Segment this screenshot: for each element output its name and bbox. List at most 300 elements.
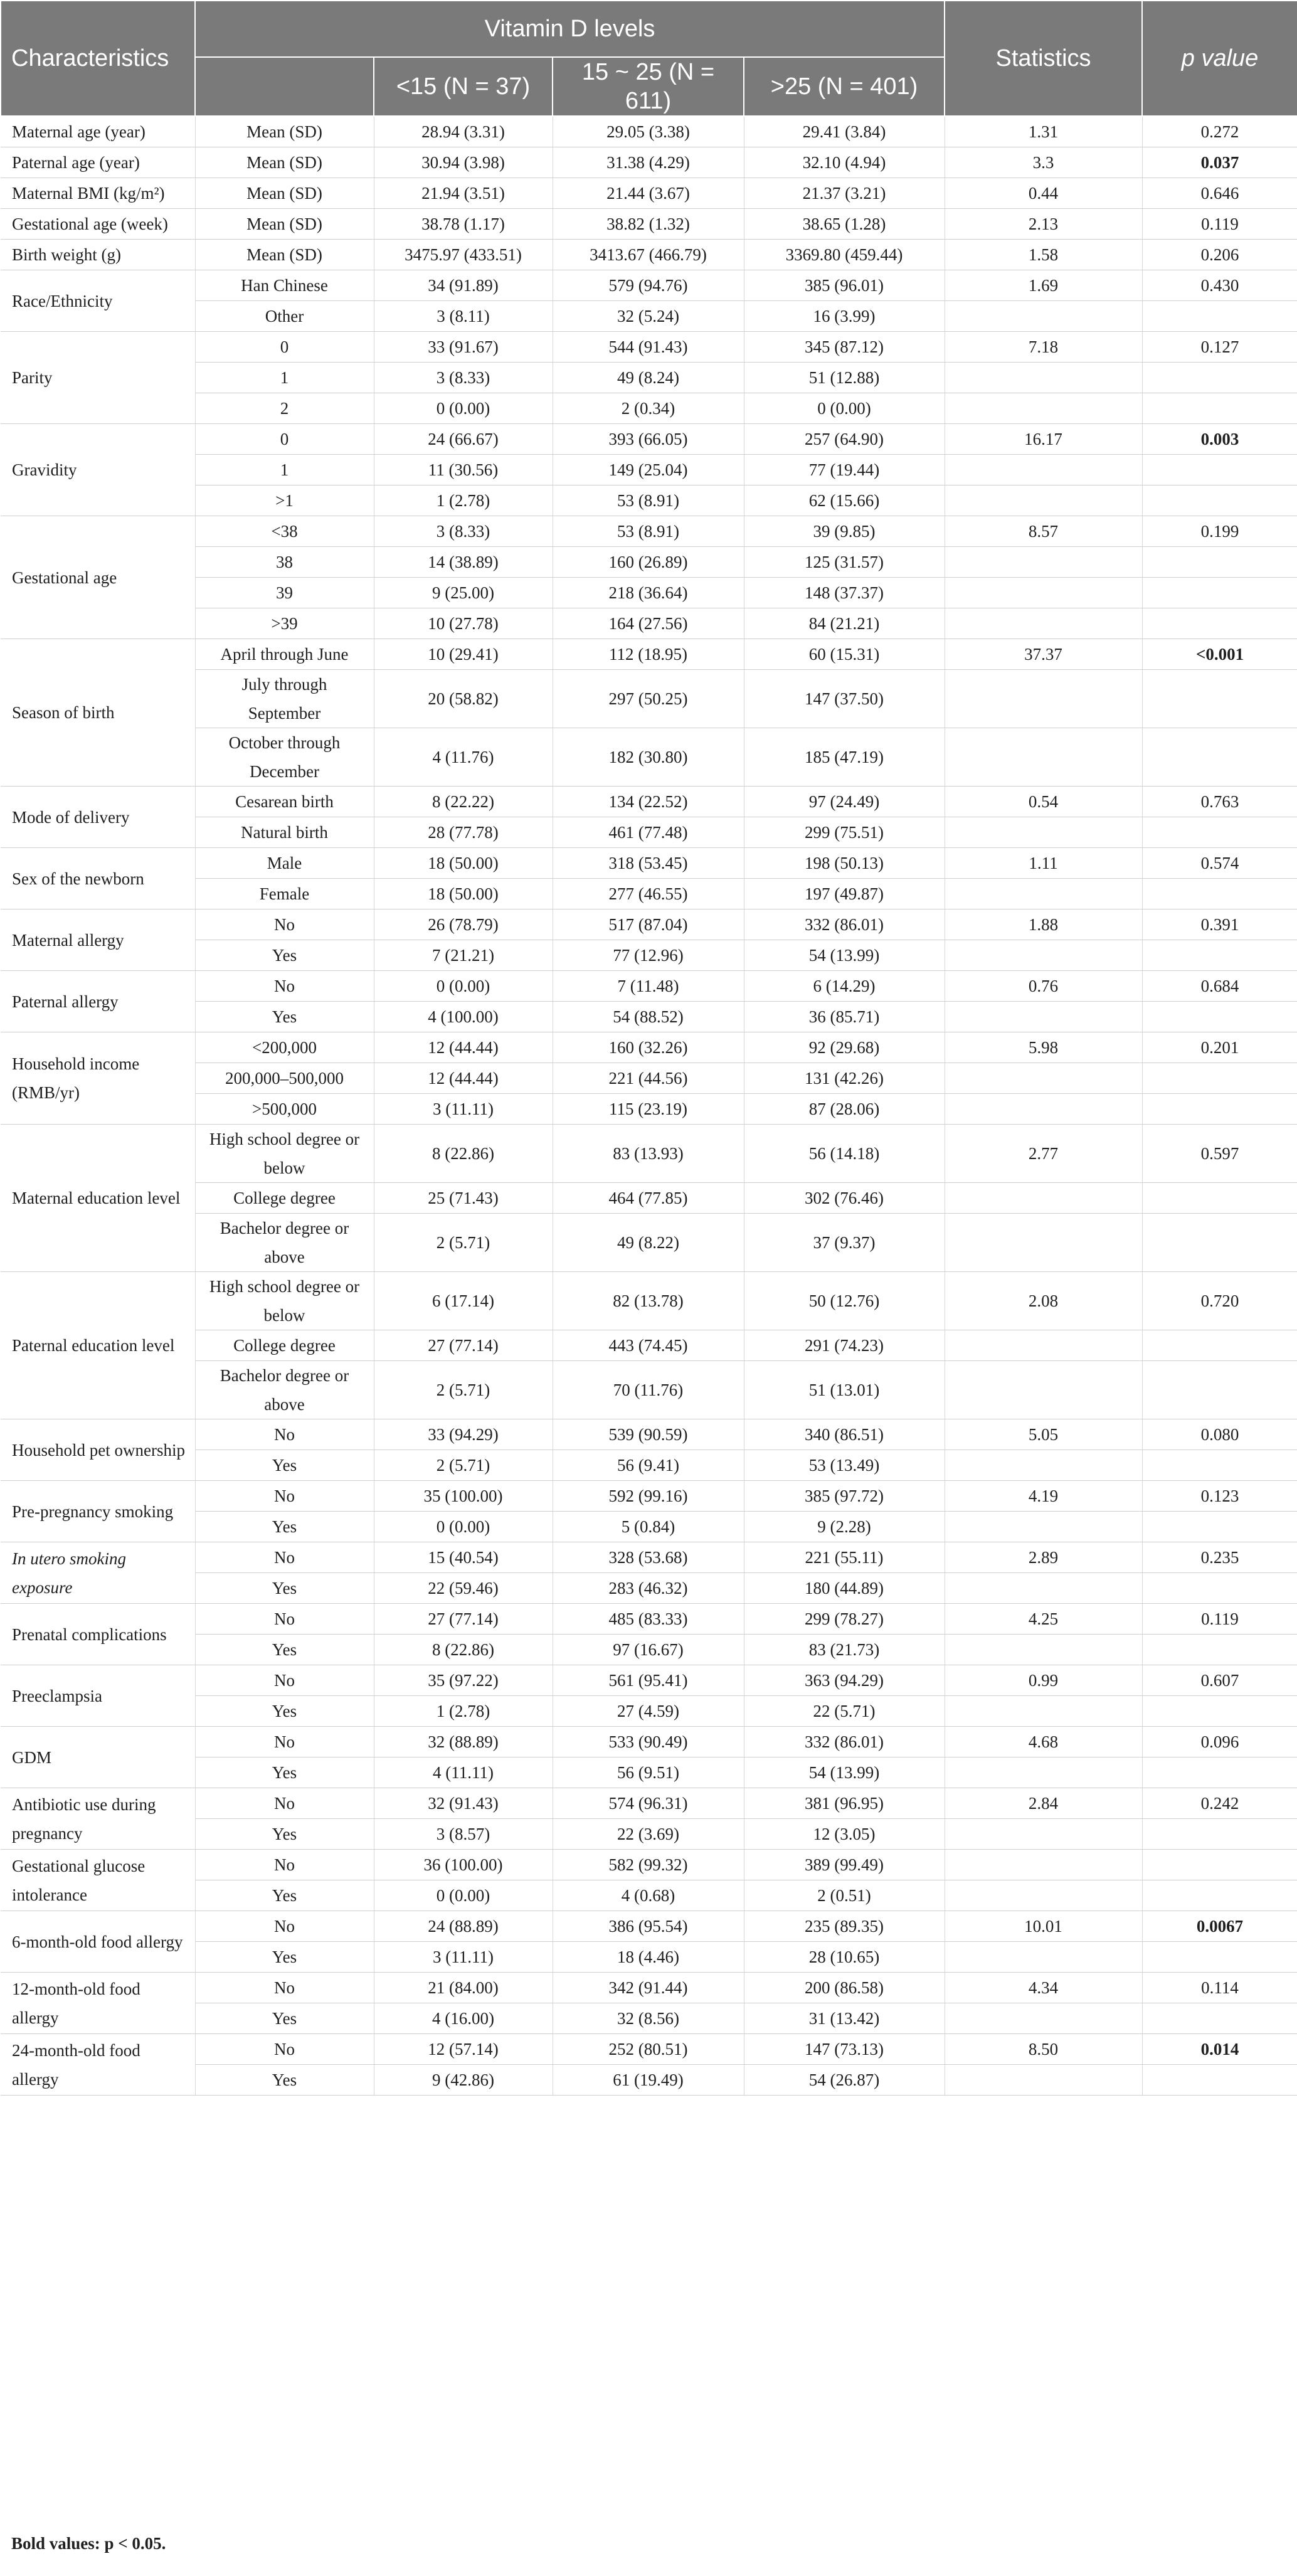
- p-value-cell: [1142, 301, 1297, 332]
- header-group-low: <15 (N = 37): [374, 57, 553, 116]
- value-cell: 38.78 (1.17): [374, 209, 553, 240]
- statistics-cell: 1.31: [945, 116, 1142, 147]
- p-value-cell: 0.272: [1142, 116, 1297, 147]
- row-subcategory: No: [195, 1788, 374, 1819]
- statistics-cell: 8.57: [945, 516, 1142, 547]
- value-cell: 32 (88.89): [374, 1727, 553, 1757]
- header-statistics: Statistics: [945, 1, 1142, 116]
- value-cell: 592 (99.16): [553, 1481, 744, 1512]
- row-subcategory: <200,000: [195, 1032, 374, 1063]
- value-cell: 8 (22.86): [374, 1125, 553, 1183]
- statistics-cell: [945, 1757, 1142, 1788]
- table-row: [1, 516, 1297, 547]
- row-subcategory: Yes: [195, 2003, 374, 2034]
- row-label: Maternal BMI (kg/m²): [1, 178, 195, 209]
- value-cell: 1 (2.78): [374, 1696, 553, 1727]
- statistics-cell: [945, 455, 1142, 485]
- row-subcategory: 38: [195, 547, 374, 578]
- statistics-cell: 8.50: [945, 2034, 1142, 2065]
- value-cell: 27 (77.14): [374, 1604, 553, 1635]
- p-value-cell: [1142, 1880, 1297, 1911]
- statistics-cell: [945, 547, 1142, 578]
- statistics-cell: [945, 393, 1142, 424]
- value-cell: 235 (89.35): [744, 1911, 945, 1942]
- statistics-cell: 4.34: [945, 1973, 1142, 2003]
- statistics-cell: [945, 879, 1142, 909]
- row-subcategory: Mean (SD): [195, 209, 374, 240]
- value-cell: 56 (9.41): [553, 1450, 744, 1481]
- value-cell: 34 (91.89): [374, 270, 553, 301]
- p-value-cell: 0.763: [1142, 787, 1297, 817]
- statistics-cell: 37.37: [945, 639, 1142, 670]
- row-subcategory: Mean (SD): [195, 178, 374, 209]
- row-subcategory: Male: [195, 848, 374, 879]
- row-subcategory: High school degree or below: [195, 1125, 374, 1183]
- value-cell: 16 (3.99): [744, 301, 945, 332]
- table-row: [1, 1002, 1297, 1032]
- value-cell: 125 (31.57): [744, 547, 945, 578]
- table-row: [1, 1214, 1297, 1272]
- p-value-cell: 0.684: [1142, 971, 1297, 1002]
- row-label: In utero smoking exposure: [1, 1542, 195, 1604]
- table-row: [1, 209, 1297, 240]
- value-cell: 131 (42.26): [744, 1063, 945, 1094]
- p-value-cell: 0.096: [1142, 1727, 1297, 1757]
- row-label: Preeclampsia: [1, 1665, 195, 1727]
- p-value-cell: [1142, 1214, 1297, 1272]
- value-cell: 38.82 (1.32): [553, 209, 744, 240]
- table-row: [1, 424, 1297, 455]
- table-row: [1, 1727, 1297, 1757]
- p-value-cell: 0.119: [1142, 209, 1297, 240]
- value-cell: 277 (46.55): [553, 879, 744, 909]
- p-value-cell: [1142, 1942, 1297, 1973]
- table-row: [1, 178, 1297, 209]
- row-label: Maternal age (year): [1, 116, 195, 147]
- value-cell: 9 (42.86): [374, 2065, 553, 2096]
- row-label: Paternal allergy: [1, 971, 195, 1032]
- table-body: [1, 116, 1297, 2096]
- row-subcategory: No: [195, 1973, 374, 2003]
- value-cell: 539 (90.59): [553, 1419, 744, 1450]
- table-row: [1, 971, 1297, 1002]
- value-cell: 328 (53.68): [553, 1542, 744, 1573]
- value-cell: 29.05 (3.38): [553, 116, 744, 147]
- value-cell: 49 (8.22): [553, 1214, 744, 1272]
- value-cell: 18 (4.46): [553, 1942, 744, 1973]
- value-cell: 56 (14.18): [744, 1125, 945, 1183]
- p-value-cell: 0.430: [1142, 270, 1297, 301]
- table-row: [1, 1272, 1297, 1330]
- value-cell: 15 (40.54): [374, 1542, 553, 1573]
- row-label: 6-month-old food allergy: [1, 1911, 195, 1973]
- value-cell: 544 (91.43): [553, 332, 744, 363]
- row-label: Gestational age (week): [1, 209, 195, 240]
- row-label: GDM: [1, 1727, 195, 1788]
- value-cell: 21 (84.00): [374, 1973, 553, 2003]
- value-cell: 83 (21.73): [744, 1635, 945, 1665]
- row-label: Household pet ownership: [1, 1419, 195, 1481]
- p-value-cell: 0.607: [1142, 1665, 1297, 1696]
- row-subcategory: 39: [195, 578, 374, 608]
- statistics-cell: [945, 670, 1142, 728]
- statistics-cell: 3.3: [945, 147, 1142, 178]
- value-cell: 27 (77.14): [374, 1330, 553, 1361]
- row-subcategory: No: [195, 1727, 374, 1757]
- value-cell: 389 (99.49): [744, 1850, 945, 1880]
- p-value-cell: 0.080: [1142, 1419, 1297, 1450]
- row-subcategory: 0: [195, 332, 374, 363]
- row-label: Mode of delivery: [1, 787, 195, 848]
- row-subcategory: No: [195, 909, 374, 940]
- value-cell: 574 (96.31): [553, 1788, 744, 1819]
- table-row: [1, 1032, 1297, 1063]
- row-subcategory: Yes: [195, 940, 374, 971]
- value-cell: 54 (26.87): [744, 2065, 945, 2096]
- row-subcategory: July through September: [195, 670, 374, 728]
- row-subcategory: Yes: [195, 1819, 374, 1850]
- table-row: [1, 1125, 1297, 1183]
- value-cell: 340 (86.51): [744, 1419, 945, 1450]
- value-cell: 3 (11.11): [374, 1094, 553, 1125]
- value-cell: 197 (49.87): [744, 879, 945, 909]
- statistics-cell: [945, 2065, 1142, 2096]
- value-cell: 182 (30.80): [553, 728, 744, 787]
- p-value-cell: [1142, 1330, 1297, 1361]
- statistics-cell: 1.88: [945, 909, 1142, 940]
- row-label: Paternal education level: [1, 1272, 195, 1419]
- value-cell: 56 (9.51): [553, 1757, 744, 1788]
- header-spacer: [195, 57, 374, 116]
- row-label: Race/Ethnicity: [1, 270, 195, 332]
- row-subcategory: >39: [195, 608, 374, 639]
- value-cell: 4 (11.76): [374, 728, 553, 787]
- table-row: [1, 2065, 1297, 2096]
- p-value-cell: 0.114: [1142, 1973, 1297, 2003]
- statistics-cell: 0.99: [945, 1665, 1142, 1696]
- statistics-cell: [945, 817, 1142, 848]
- statistics-cell: 4.19: [945, 1481, 1142, 1512]
- statistics-cell: 2.08: [945, 1272, 1142, 1330]
- value-cell: 485 (83.33): [553, 1604, 744, 1635]
- p-value-cell: [1142, 1696, 1297, 1727]
- value-cell: 54 (13.99): [744, 1757, 945, 1788]
- value-cell: 160 (26.89): [553, 547, 744, 578]
- table-row: [1, 1880, 1297, 1911]
- statistics-cell: [945, 1330, 1142, 1361]
- value-cell: 386 (95.54): [553, 1911, 744, 1942]
- p-value-cell: 0.720: [1142, 1272, 1297, 1330]
- value-cell: 198 (50.13): [744, 848, 945, 879]
- statistics-cell: 5.98: [945, 1032, 1142, 1063]
- row-label: Antibiotic use during pregnancy: [1, 1788, 195, 1850]
- value-cell: 283 (46.32): [553, 1573, 744, 1604]
- value-cell: 97 (24.49): [744, 787, 945, 817]
- p-value-cell: 0.014: [1142, 2034, 1297, 2065]
- value-cell: 83 (13.93): [553, 1125, 744, 1183]
- table-row: [1, 393, 1297, 424]
- table-row: [1, 817, 1297, 848]
- table-row: [1, 1665, 1297, 1696]
- value-cell: 200 (86.58): [744, 1973, 945, 2003]
- table-row: [1, 363, 1297, 393]
- p-value-cell: 0.235: [1142, 1542, 1297, 1573]
- row-subcategory: Yes: [195, 1757, 374, 1788]
- table-row: [1, 1757, 1297, 1788]
- value-cell: 561 (95.41): [553, 1665, 744, 1696]
- row-label: 24-month-old food allergy: [1, 2034, 195, 2096]
- value-cell: 3413.67 (466.79): [553, 240, 744, 270]
- value-cell: 9 (2.28): [744, 1512, 945, 1542]
- statistics-cell: 2.89: [945, 1542, 1142, 1573]
- value-cell: 35 (100.00): [374, 1481, 553, 1512]
- row-subcategory: October through December: [195, 728, 374, 787]
- row-subcategory: Yes: [195, 1450, 374, 1481]
- value-cell: 27 (4.59): [553, 1696, 744, 1727]
- table-row: [1, 1512, 1297, 1542]
- statistics-cell: 4.68: [945, 1727, 1142, 1757]
- row-subcategory: No: [195, 1911, 374, 1942]
- value-cell: 3 (8.33): [374, 516, 553, 547]
- table-row: [1, 1696, 1297, 1727]
- table-row: [1, 1183, 1297, 1214]
- statistics-cell: [945, 940, 1142, 971]
- value-cell: 32 (8.56): [553, 2003, 744, 2034]
- table-row: [1, 1063, 1297, 1094]
- value-cell: 37 (9.37): [744, 1214, 945, 1272]
- statistics-cell: [945, 1635, 1142, 1665]
- table-row: [1, 485, 1297, 516]
- p-value-cell: [1142, 879, 1297, 909]
- value-cell: 2 (0.34): [553, 393, 744, 424]
- table-row: [1, 2034, 1297, 2065]
- p-value-cell: [1142, 1850, 1297, 1880]
- value-cell: 33 (91.67): [374, 332, 553, 363]
- value-cell: 393 (66.05): [553, 424, 744, 455]
- table-row: [1, 1973, 1297, 2003]
- statistics-cell: 2.84: [945, 1788, 1142, 1819]
- table-row: [1, 1361, 1297, 1419]
- value-cell: 147 (37.50): [744, 670, 945, 728]
- value-cell: 464 (77.85): [553, 1183, 744, 1214]
- value-cell: 115 (23.19): [553, 1094, 744, 1125]
- value-cell: 4 (11.11): [374, 1757, 553, 1788]
- row-subcategory: Mean (SD): [195, 116, 374, 147]
- row-subcategory: Bachelor degree or above: [195, 1361, 374, 1419]
- statistics-cell: 7.18: [945, 332, 1142, 363]
- value-cell: 10 (29.41): [374, 639, 553, 670]
- row-subcategory: <38: [195, 516, 374, 547]
- table-row: [1, 728, 1297, 787]
- value-cell: 24 (66.67): [374, 424, 553, 455]
- statistics-cell: 0.54: [945, 787, 1142, 817]
- row-label: Birth weight (g): [1, 240, 195, 270]
- row-subcategory: No: [195, 2034, 374, 2065]
- p-value-cell: [1142, 547, 1297, 578]
- value-cell: 299 (78.27): [744, 1604, 945, 1635]
- p-value-cell: 0.0067: [1142, 1911, 1297, 1942]
- table-row: [1, 547, 1297, 578]
- p-value-cell: [1142, 1361, 1297, 1419]
- row-label: Prenatal complications: [1, 1604, 195, 1665]
- table-row: [1, 116, 1297, 147]
- p-value-cell: [1142, 1002, 1297, 1032]
- p-value-cell: 0.123: [1142, 1481, 1297, 1512]
- value-cell: 35 (97.22): [374, 1665, 553, 1696]
- table-row: [1, 1330, 1297, 1361]
- value-cell: 31 (13.42): [744, 2003, 945, 2034]
- row-subcategory: 2: [195, 393, 374, 424]
- table-row: [1, 301, 1297, 332]
- p-value-cell: 0.201: [1142, 1032, 1297, 1063]
- value-cell: 29.41 (3.84): [744, 116, 945, 147]
- p-value-cell: 0.127: [1142, 332, 1297, 363]
- value-cell: 87 (28.06): [744, 1094, 945, 1125]
- table-row: [1, 1573, 1297, 1604]
- table-row: [1, 1604, 1297, 1635]
- table-row: [1, 1911, 1297, 1942]
- value-cell: 3475.97 (433.51): [374, 240, 553, 270]
- row-subcategory: Yes: [195, 1696, 374, 1727]
- value-cell: 302 (76.46): [744, 1183, 945, 1214]
- value-cell: 148 (37.37): [744, 578, 945, 608]
- table-row: [1, 1094, 1297, 1125]
- row-subcategory: No: [195, 1850, 374, 1880]
- p-value-cell: [1142, 1819, 1297, 1850]
- value-cell: 9 (25.00): [374, 578, 553, 608]
- table-row: [1, 332, 1297, 363]
- value-cell: 6 (14.29): [744, 971, 945, 1002]
- value-cell: 221 (55.11): [744, 1542, 945, 1573]
- value-cell: 221 (44.56): [553, 1063, 744, 1094]
- statistics-cell: 2.77: [945, 1125, 1142, 1183]
- row-subcategory: 0: [195, 424, 374, 455]
- value-cell: 257 (64.90): [744, 424, 945, 455]
- value-cell: 533 (90.49): [553, 1727, 744, 1757]
- row-subcategory: 200,000–500,000: [195, 1063, 374, 1094]
- value-cell: 22 (3.69): [553, 1819, 744, 1850]
- table-row: [1, 1942, 1297, 1973]
- row-subcategory: Yes: [195, 2065, 374, 2096]
- value-cell: 0 (0.00): [374, 971, 553, 1002]
- value-cell: 30.94 (3.98): [374, 147, 553, 178]
- row-subcategory: Female: [195, 879, 374, 909]
- value-cell: 36 (85.71): [744, 1002, 945, 1032]
- value-cell: 32 (5.24): [553, 301, 744, 332]
- p-value-cell: <0.001: [1142, 639, 1297, 670]
- row-subcategory: No: [195, 1604, 374, 1635]
- row-subcategory: College degree: [195, 1330, 374, 1361]
- value-cell: 39 (9.85): [744, 516, 945, 547]
- row-label: Gestational glucose intolerance: [1, 1850, 195, 1911]
- p-value-cell: [1142, 393, 1297, 424]
- header-characteristics: Characteristics: [1, 1, 195, 116]
- statistics-cell: 0.44: [945, 178, 1142, 209]
- p-value-cell: 0.574: [1142, 848, 1297, 879]
- value-cell: 218 (36.64): [553, 578, 744, 608]
- statistics-cell: [945, 1361, 1142, 1419]
- p-value-cell: 0.037: [1142, 147, 1297, 178]
- table-row: [1, 1450, 1297, 1481]
- row-subcategory: Mean (SD): [195, 147, 374, 178]
- value-cell: 92 (29.68): [744, 1032, 945, 1063]
- statistics-cell: [945, 1063, 1142, 1094]
- value-cell: 2 (0.51): [744, 1880, 945, 1911]
- row-subcategory: Natural birth: [195, 817, 374, 848]
- header-group-high: >25 (N = 401): [744, 57, 945, 116]
- row-subcategory: Yes: [195, 1573, 374, 1604]
- statistics-cell: [945, 1094, 1142, 1125]
- p-value-cell: [1142, 1063, 1297, 1094]
- statistics-cell: [945, 608, 1142, 639]
- header-vitamin-d-levels: Vitamin D levels: [195, 1, 945, 57]
- statistics-cell: [945, 1512, 1142, 1542]
- value-cell: 97 (16.67): [553, 1635, 744, 1665]
- row-subcategory: 1: [195, 363, 374, 393]
- value-cell: 53 (13.49): [744, 1450, 945, 1481]
- statistics-cell: [945, 1002, 1142, 1032]
- header-group-mid: 15 ~ 25 (N = 611): [553, 57, 744, 116]
- statistics-cell: 10.01: [945, 1911, 1142, 1942]
- row-subcategory: >500,000: [195, 1094, 374, 1125]
- value-cell: 6 (17.14): [374, 1272, 553, 1330]
- value-cell: 53 (8.91): [553, 516, 744, 547]
- value-cell: 4 (100.00): [374, 1002, 553, 1032]
- value-cell: 21.37 (3.21): [744, 178, 945, 209]
- value-cell: 14 (38.89): [374, 547, 553, 578]
- row-subcategory: Yes: [195, 1512, 374, 1542]
- p-value-cell: [1142, 1450, 1297, 1481]
- value-cell: 0 (0.00): [374, 393, 553, 424]
- statistics-cell: 5.05: [945, 1419, 1142, 1450]
- value-cell: 51 (13.01): [744, 1361, 945, 1419]
- statistics-cell: [945, 1183, 1142, 1214]
- value-cell: 4 (16.00): [374, 2003, 553, 2034]
- row-subcategory: No: [195, 971, 374, 1002]
- value-cell: 2 (5.71): [374, 1214, 553, 1272]
- value-cell: 582 (99.32): [553, 1850, 744, 1880]
- p-value-cell: [1142, 940, 1297, 971]
- value-cell: 0 (0.00): [744, 393, 945, 424]
- value-cell: 31.38 (4.29): [553, 147, 744, 178]
- value-cell: 62 (15.66): [744, 485, 945, 516]
- row-subcategory: >1: [195, 485, 374, 516]
- statistics-cell: [945, 301, 1142, 332]
- row-label: Gravidity: [1, 424, 195, 516]
- row-label: Season of birth: [1, 639, 195, 787]
- row-subcategory: Yes: [195, 1880, 374, 1911]
- p-value-cell: [1142, 485, 1297, 516]
- value-cell: 385 (97.72): [744, 1481, 945, 1512]
- value-cell: 8 (22.22): [374, 787, 553, 817]
- table-row: [1, 270, 1297, 301]
- table-row: [1, 240, 1297, 270]
- statistics-cell: [945, 485, 1142, 516]
- value-cell: 3 (8.11): [374, 301, 553, 332]
- value-cell: 134 (22.52): [553, 787, 744, 817]
- row-subcategory: High school degree or below: [195, 1272, 374, 1330]
- value-cell: 50 (12.76): [744, 1272, 945, 1330]
- p-value-cell: [1142, 1635, 1297, 1665]
- p-value-cell: [1142, 2065, 1297, 2096]
- p-value-cell: 0.003: [1142, 424, 1297, 455]
- value-cell: 77 (12.96): [553, 940, 744, 971]
- statistics-cell: [945, 1573, 1142, 1604]
- row-label: Maternal allergy: [1, 909, 195, 971]
- value-cell: 2 (5.71): [374, 1361, 553, 1419]
- p-value-cell: [1142, 578, 1297, 608]
- value-cell: 36 (100.00): [374, 1850, 553, 1880]
